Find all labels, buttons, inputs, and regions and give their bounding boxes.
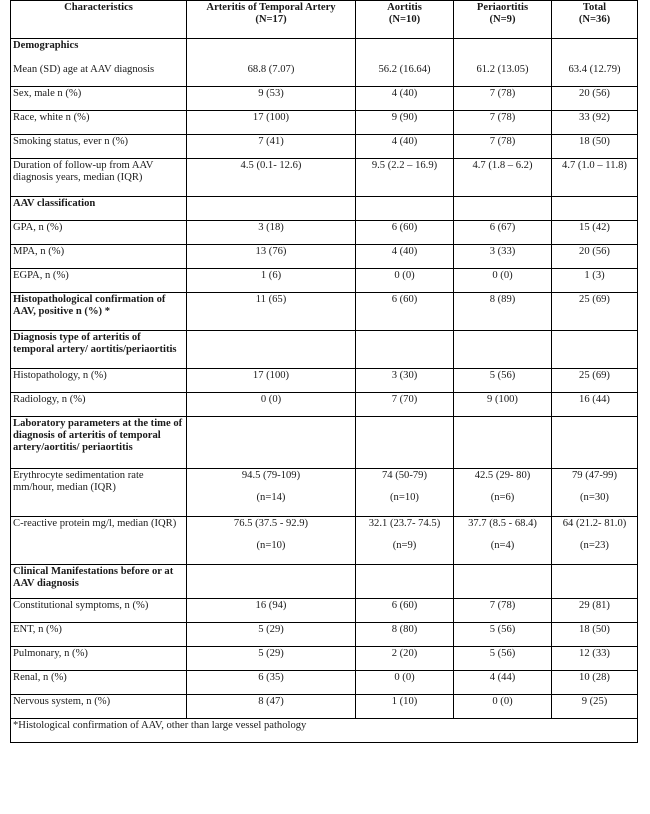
- cell: 6 (60): [356, 599, 454, 623]
- cell: 18 (50): [552, 135, 638, 159]
- cell: 5 (29): [187, 647, 356, 671]
- row-label: Histopathological confirmation of AAV, positive n (%) *: [11, 293, 187, 331]
- table-row: [11, 695, 638, 719]
- cell: 5 (56): [454, 369, 552, 393]
- cell-value: 79 (47-99): [571, 470, 617, 481]
- table-row: [11, 369, 638, 393]
- cell: 5 (29): [187, 623, 356, 647]
- row-label: EGPA, n (%): [11, 269, 187, 293]
- cell-n: (n=6): [490, 492, 515, 503]
- cell: 6 (67): [454, 221, 552, 245]
- cell: [552, 469, 638, 517]
- row-label: Duration of follow-up from AAV diagnosis years, median (IQR): [11, 159, 187, 197]
- row-label: Renal, n (%): [11, 671, 187, 695]
- table-row: [11, 293, 638, 331]
- cell: 0 (0): [454, 695, 552, 719]
- table-row: [11, 135, 638, 159]
- cell: 6 (60): [356, 293, 454, 331]
- cell-n: (n=9): [392, 540, 417, 551]
- cell: 9.5 (2.2 – 16.9): [356, 159, 454, 197]
- row-label: Pulmonary, n (%): [11, 647, 187, 671]
- cell: 5 (56): [454, 623, 552, 647]
- table-row: [11, 111, 638, 135]
- section-row: [11, 197, 638, 221]
- cell: 1 (10): [356, 695, 454, 719]
- cell: 9 (100): [454, 393, 552, 417]
- row-label: Sex, male n (%): [11, 87, 187, 111]
- cell: 2 (20): [356, 647, 454, 671]
- cell-value: 32.1 (23.7- 74.5): [368, 518, 441, 529]
- cell: 1 (6): [187, 269, 356, 293]
- row-label: Radiology, n (%): [11, 393, 187, 417]
- cell: [356, 469, 454, 517]
- section-title-demographics: Demographics: [13, 40, 79, 51]
- cell: 9 (53): [187, 87, 356, 111]
- cell: 7 (78): [454, 599, 552, 623]
- cell: 5 (56): [454, 647, 552, 671]
- cell: 13 (76): [187, 245, 356, 269]
- cell: 9 (90): [356, 111, 454, 135]
- row-label: Histopathology, n (%): [11, 369, 187, 393]
- header-col3-n: (N=9): [489, 14, 516, 25]
- cell: 8 (80): [356, 623, 454, 647]
- cell: 33 (92): [552, 111, 638, 135]
- cell: 4 (40): [356, 87, 454, 111]
- header-col4-n: (N=36): [578, 14, 611, 25]
- cell-value: 42.5 (29- 80): [474, 470, 531, 481]
- table-row: [11, 159, 638, 197]
- cell: 20 (56): [552, 245, 638, 269]
- row-label: C-reactive protein mg/l, median (IQR): [11, 517, 187, 565]
- cell: 17 (100): [187, 369, 356, 393]
- table-row: [11, 599, 638, 623]
- cell: [356, 517, 454, 565]
- cell-value: 64 (21.2- 81.0): [562, 518, 627, 529]
- table-row: [11, 623, 638, 647]
- table-row: [11, 87, 638, 111]
- characteristics-table: [10, 0, 638, 743]
- table-row: [11, 469, 638, 517]
- cell: 18 (50): [552, 623, 638, 647]
- cell: 3 (33): [454, 245, 552, 269]
- section-row: [11, 565, 638, 599]
- row-label: GPA, n (%): [11, 221, 187, 245]
- cell: 4.5 (0.1- 12.6): [187, 159, 356, 197]
- cell: 25 (69): [552, 293, 638, 331]
- header-col1-n: (N=17): [255, 14, 287, 25]
- cell: [552, 39, 638, 87]
- cell: [356, 39, 454, 87]
- cell: 20 (56): [552, 87, 638, 111]
- header-col4-title: Total: [582, 2, 607, 13]
- section-title-clinical: Clinical Manifestations before or at AAV diagnosis: [11, 565, 187, 599]
- cell: 6 (60): [356, 221, 454, 245]
- cell: [187, 517, 356, 565]
- cell: 7 (41): [187, 135, 356, 159]
- cell: [187, 39, 356, 87]
- table-row: [11, 221, 638, 245]
- cell: 12 (33): [552, 647, 638, 671]
- section-title-diagnosis: Diagnosis type of arteritis of temporal artery/ aortitis/periaortitis: [11, 331, 187, 369]
- table-row: [11, 393, 638, 417]
- cell-value: 56.2 (16.64): [378, 64, 431, 75]
- cell-value: 37.7 (8.5 - 68.4): [468, 518, 537, 529]
- header-col3-title: Periaortitis: [476, 2, 529, 13]
- cell: 3 (30): [356, 369, 454, 393]
- cell-n: (n=10): [256, 540, 286, 551]
- cell: 16 (94): [187, 599, 356, 623]
- table-row: [11, 647, 638, 671]
- footnote: *Histological confirmation of AAV, other than large vessel pathology: [11, 719, 638, 743]
- cell: 7 (78): [454, 87, 552, 111]
- row-label: Erythrocyte sedimentation rate mm/hour, median (IQR): [11, 469, 187, 517]
- cell: 1 (3): [552, 269, 638, 293]
- cell: 8 (89): [454, 293, 552, 331]
- row-label: Mean (SD) age at AAV diagnosis: [13, 64, 155, 75]
- cell: [187, 469, 356, 517]
- section-row: [11, 331, 638, 369]
- cell: 7 (78): [454, 111, 552, 135]
- cell-n: (n=30): [580, 492, 609, 503]
- cell: 0 (0): [187, 393, 356, 417]
- cell: 17 (100): [187, 111, 356, 135]
- cell: 4.7 (1.0 – 11.8): [552, 159, 638, 197]
- cell: 0 (0): [356, 671, 454, 695]
- cell: 4 (44): [454, 671, 552, 695]
- cell: 8 (47): [187, 695, 356, 719]
- cell: [454, 39, 552, 87]
- header-col2-n: (N=10): [388, 14, 421, 25]
- header-row: [11, 1, 638, 39]
- cell: 4.7 (1.8 – 6.2): [454, 159, 552, 197]
- header-aortitis: [356, 1, 454, 39]
- cell: [454, 469, 552, 517]
- cell-value: 68.8 (7.07): [247, 64, 295, 75]
- table-row: [11, 39, 638, 87]
- cell-n: (n=23): [580, 540, 609, 551]
- cell: 29 (81): [552, 599, 638, 623]
- cell: 3 (18): [187, 221, 356, 245]
- cell: 7 (78): [454, 135, 552, 159]
- cell-value: 76.5 (37.5 - 92.9): [233, 518, 309, 529]
- cell: 9 (25): [552, 695, 638, 719]
- cell: 25 (69): [552, 369, 638, 393]
- row-label: ENT, n (%): [11, 623, 187, 647]
- section-row: [11, 417, 638, 469]
- table-row: [11, 517, 638, 565]
- cell-n: (n=14): [256, 492, 286, 503]
- footnote-row: [11, 719, 638, 743]
- cell: 4 (40): [356, 135, 454, 159]
- cell: 4 (40): [356, 245, 454, 269]
- cell: 0 (0): [454, 269, 552, 293]
- table-row: [11, 245, 638, 269]
- header-col2-title: Aortitis: [387, 2, 422, 13]
- cell: [454, 517, 552, 565]
- table-row: [11, 671, 638, 695]
- row-label: Race, white n (%): [11, 111, 187, 135]
- table-row: [11, 269, 638, 293]
- section-title-laboratory: Laboratory parameters at the time of diagnosis of arteritis of temporal artery/aortitis/ periaortitis: [11, 417, 187, 469]
- header-periaortitis: [454, 1, 552, 39]
- cell: 16 (44): [552, 393, 638, 417]
- cell-n: (n=4): [490, 540, 515, 551]
- cell-value: 74 (50-79): [381, 470, 427, 481]
- cell: 15 (42): [552, 221, 638, 245]
- cell-n: (n=10): [390, 492, 419, 503]
- row-label: MPA, n (%): [11, 245, 187, 269]
- cell: 0 (0): [356, 269, 454, 293]
- cell: [552, 517, 638, 565]
- cell-value: 94.5 (79-109): [241, 470, 301, 481]
- header-characteristics: Characteristics: [11, 1, 187, 39]
- header-temporal-artery: [187, 1, 356, 39]
- cell: 6 (35): [187, 671, 356, 695]
- header-col1-title: Arteritis of Temporal Artery: [206, 2, 336, 13]
- row-label: Nervous system, n (%): [11, 695, 187, 719]
- row-label: Constitutional symptoms, n (%): [11, 599, 187, 623]
- row-label: Smoking status, ever n (%): [11, 135, 187, 159]
- cell-value: 63.4 (12.79): [568, 64, 621, 75]
- cell: 7 (70): [356, 393, 454, 417]
- section-title-aav: AAV classification: [11, 197, 187, 221]
- cell: 10 (28): [552, 671, 638, 695]
- cell-value: 61.2 (13.05): [476, 64, 529, 75]
- cell: 11 (65): [187, 293, 356, 331]
- header-total: [552, 1, 638, 39]
